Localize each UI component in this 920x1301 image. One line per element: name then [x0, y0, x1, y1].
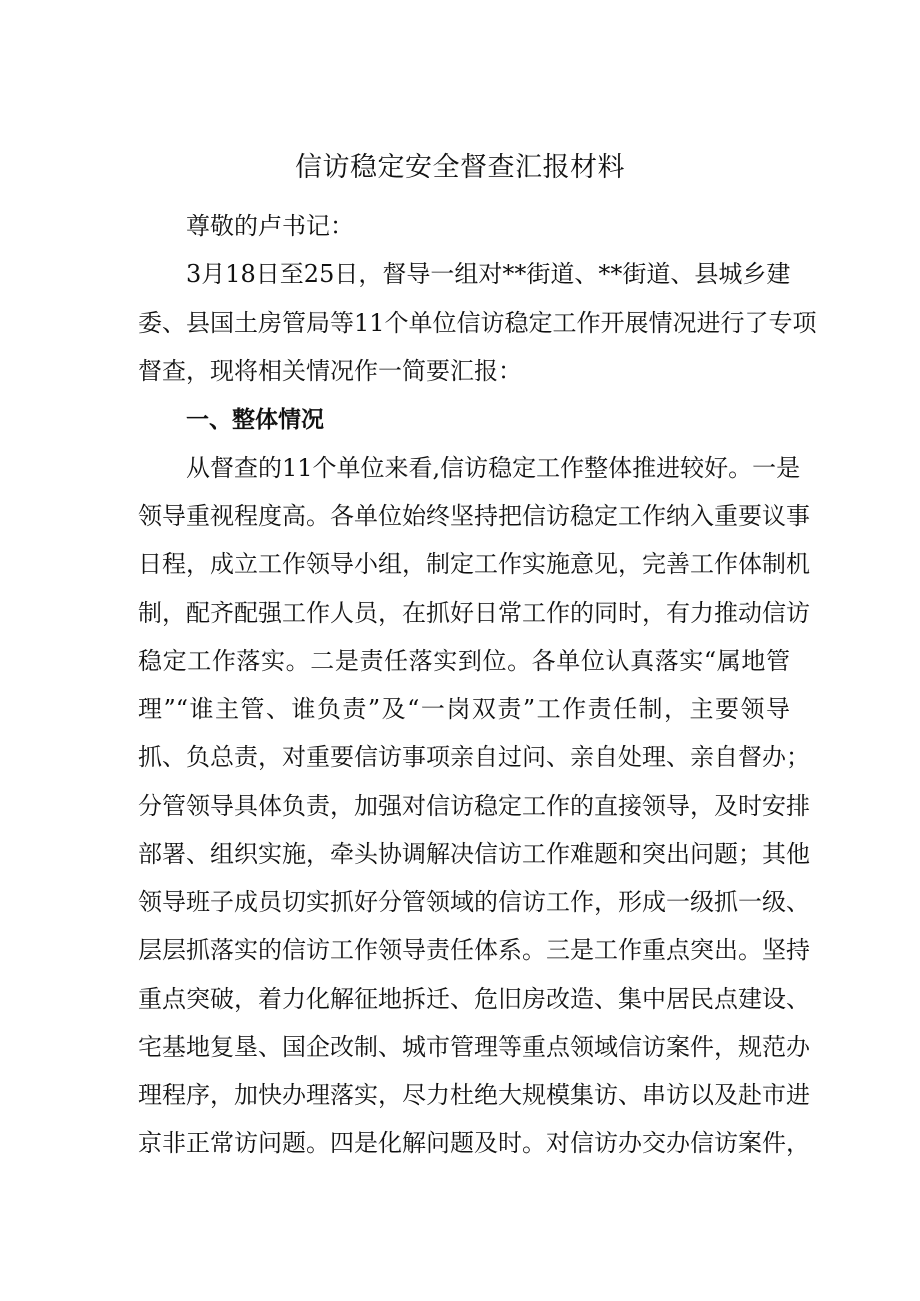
body-line-4: 制，配齐配强工作人员，在抓好日常工作的同时，有力推动信访 — [138, 599, 810, 627]
intro-line-2: 委、县国土房管局等11个单位信访稳定工作开展情况进行了专项 — [138, 309, 817, 337]
body-line-2: 领导重视程度高。各单位始终坚持把信访稳定工作纳入重要议事 — [138, 502, 810, 530]
body-line-3: 日程，成立工作领导小组，制定工作实施意见，完善工作体制机 — [138, 550, 810, 578]
body-line-8: 分管领导具体负责，加强对信访稳定工作的直接领导，及时安排 — [138, 792, 810, 820]
intro-line-3: 督查，现将相关情况作一简要汇报： — [138, 357, 522, 385]
body-line-5: 稳定工作落实。二是责任落实到位。各单位认真落实“属地管 — [138, 647, 790, 675]
body-line-10: 领导班子成员切实抓好分管领域的信访工作，形成一级抓一级、 — [138, 888, 810, 916]
body-line-15: 京非正常访问题。四是化解问题及时。对信访办交办信访案件， — [138, 1129, 810, 1157]
intro-line-1: 3月18日至25日，督导一组对**街道、**街道、县城乡建 — [186, 260, 791, 288]
body-line-6: 理”“谁主管、谁负责”及“一岗双责”工作责任制，主要领导 — [138, 695, 790, 723]
body-line-13: 宅基地复垦、国企改制、城市管理等重点领域信访案件，规范办 — [138, 1033, 810, 1061]
section-heading: 一、整体情况 — [186, 407, 324, 433]
body-line-12: 重点突破，着力化解征地拆迁、危旧房改造、集中居民点建设、 — [138, 985, 810, 1013]
body-line-9: 部署、组织实施，牵头协调解决信访工作难题和突出问题；其他 — [138, 840, 810, 868]
document-title: 信访稳定安全督查汇报材料 — [295, 152, 625, 183]
body-line-1: 从督查的11个单位来看,信访稳定工作整体推进较好。一是 — [186, 454, 801, 482]
body-line-14: 理程序，加快办理落实，尽力杜绝大规模集访、串访以及赴市进 — [138, 1081, 810, 1109]
body-line-11: 层层抓落实的信访工作领导责任体系。三是工作重点突出。坚持 — [138, 936, 810, 964]
salutation: 尊敬的卢书记： — [186, 212, 354, 240]
body-line-7: 抓、负总责，对重要信访事项亲自过问、亲自处理、亲自督办； — [138, 743, 810, 771]
